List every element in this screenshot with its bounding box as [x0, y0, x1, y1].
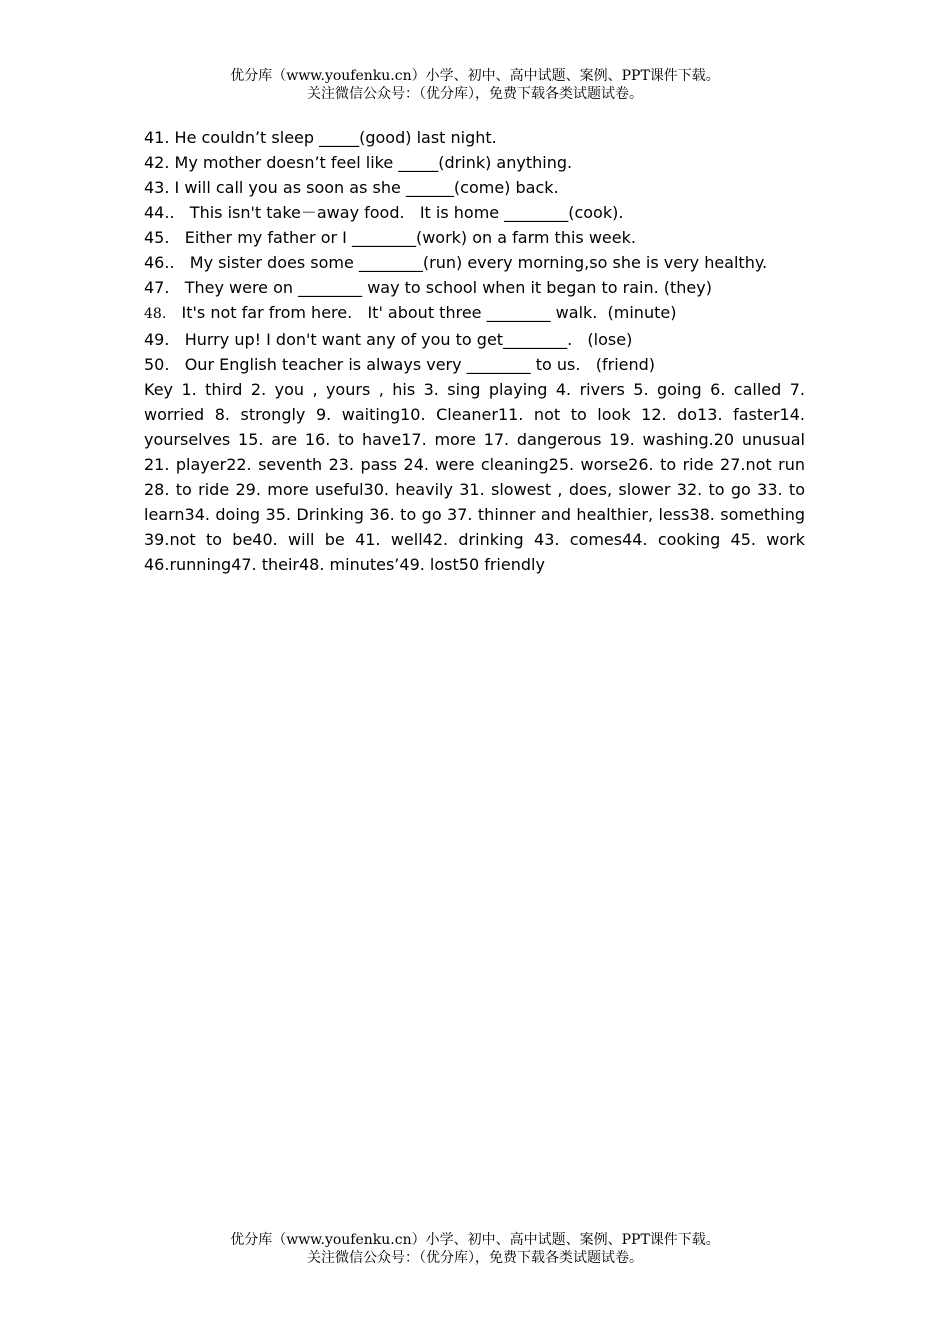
question-text: Either my father or I ________(work) on a farm this week. [179, 228, 636, 247]
question-42 [144, 150, 805, 175]
question-text: I will call you as soon as she ______(come) back. [174, 178, 559, 197]
question-text: My mother doesn’t feel like _____(drink) anything. [174, 153, 573, 172]
question-number: 42. [144, 153, 175, 172]
question-number: 47. [144, 278, 180, 297]
question-number: 48. [144, 306, 167, 322]
question-text: It's not far from here. It' about three ________ walk. (minute) [166, 303, 677, 322]
question-text: This isn't take－away food. It is home ________(cook). [179, 203, 624, 222]
question-text: Hurry up! I don't want any of you to get________. (lose) [179, 330, 633, 349]
question-text: Our English teacher is always very ________ to us. (friend) [179, 355, 656, 374]
page-header [0, 67, 950, 103]
exercise-content [144, 125, 805, 577]
footer-line-2: 关注微信公众号：（优分库），免费下载各类试题试卷。 [307, 1250, 643, 1266]
answer-key: Key 1. third 2. you , yours , his 3. sing playing 4. rivers 5. going 6. called 7. worried 8. strongly 9. waiting10. Cleaner11. not to look 12. do13. faster14. yourselves 15. are 16. to have17. more 17. dangerous 19. washing.20 unusual 21. player22. seventh 23. pass 24. were cleaning25. worse26. to ride 27.not run 28. to ride 29. more useful30. heavily 31. slowest , does, slower 32. to go 33. to learn34. doing 35. Drinking 36. to go 37. thinner and healthier, less38. something 39.not to be40. will be 41. well42. drinking 43. comes44. cooking 45. work 46.running47. their48. minutes’49. lost50 friendly [144, 380, 805, 574]
question-50 [144, 352, 805, 377]
footer-line-1: 优分库（www.youfenku.cn）小学、初中、高中试题、案例、PPT课件下载。 [230, 1232, 720, 1248]
question-number: 43. [144, 178, 175, 197]
header-line-1: 优分库（www.youfenku.cn）小学、初中、高中试题、案例、PPT课件下载。 [230, 68, 720, 84]
question-47 [144, 275, 805, 300]
question-number: 49. [144, 330, 180, 349]
page-footer [0, 1231, 950, 1267]
question-46 [144, 250, 805, 275]
question-text: He couldn’t sleep _____(good) last night. [174, 128, 497, 147]
question-48 [144, 300, 805, 327]
question-41 [144, 125, 805, 150]
question-49 [144, 327, 805, 352]
question-44 [144, 200, 805, 225]
question-43 [144, 175, 805, 200]
question-number: 44.. [144, 203, 180, 222]
question-number: 50. [144, 355, 180, 374]
question-number: 46.. [144, 253, 180, 272]
question-45 [144, 225, 805, 250]
question-number: 41. [144, 128, 175, 147]
question-text: My sister does some ________(run) every morning,so she is very healthy. [179, 253, 768, 272]
question-text: They were on ________ way to school when it began to rain. (they) [179, 278, 712, 297]
header-line-2: 关注微信公众号：（优分库），免费下载各类试题试卷。 [307, 86, 643, 102]
question-number: 45. [144, 228, 180, 247]
